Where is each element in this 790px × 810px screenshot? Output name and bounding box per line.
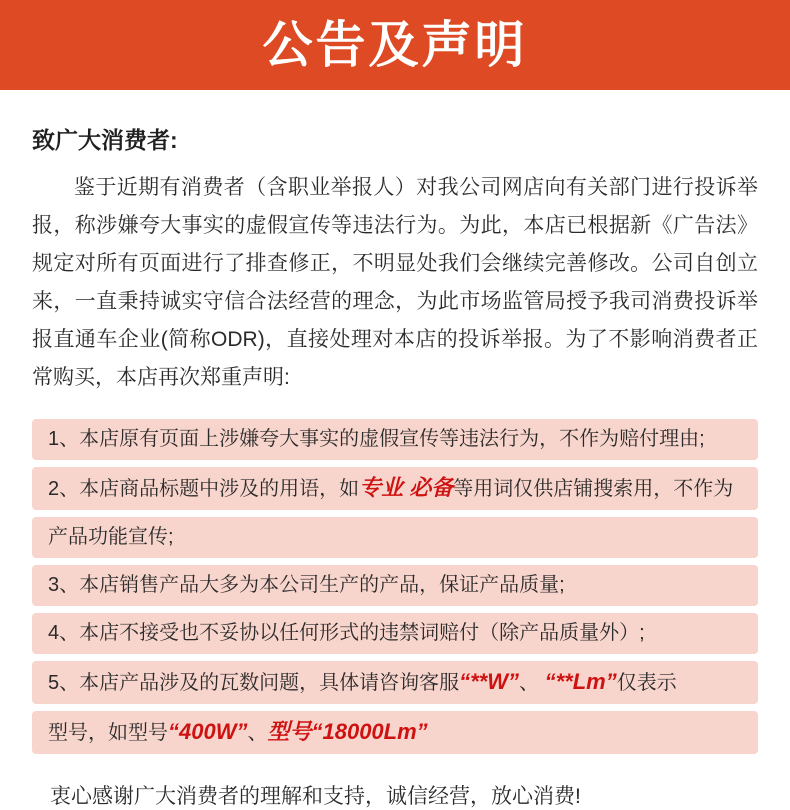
page-title: 公告及声明 [262, 17, 528, 73]
closing-line: 衷心感谢广大消费者的理解和支持，诚信经营，放心消费! [50, 785, 581, 808]
notice-item [32, 419, 758, 460]
greeting: 致广大消费者: [32, 127, 178, 153]
notice-text: 等用词仅供店铺搜索用，不作为 [453, 478, 734, 500]
notice-text: 2、本店商品标题中涉及的用语，如 [48, 478, 360, 500]
notice-item [32, 565, 758, 606]
notice-text: 仅表示 [616, 672, 677, 694]
notice-text: 5、本店产品涉及的瓦数问题，具体请咨询客服 [48, 672, 460, 694]
highlighted-term: 型号“18000Lm” [267, 719, 428, 744]
highlighted-term: “400W” [168, 719, 248, 744]
notice-item [32, 711, 758, 754]
intro-paragraph: 鉴于近期有消费者（含职业举报人）对我公司网店向有关部门进行投诉举报，称涉嫌夸大事实的虚假宣传等违法行为。为此，本店已根据新《广告法》规定对所有页面进行了排查修正，不明显处我们会继续完善修改。公司自创立来，一直秉持诚实守信合法经营的理念，为此市场监管局授予我司消费投诉举报直通车企业(简称ODR)，直接处理对本店的投诉举报。为了不影响消费者正常购买，本店再次郑重声明: [32, 176, 758, 389]
notice-text: 1、本店原有页面上涉嫌夸大事实的虚假宣传等违法行为，不作为赔付理由; [48, 428, 705, 450]
notice-item [32, 467, 758, 510]
highlighted-term: “**Lm” [544, 669, 617, 694]
notice-item [32, 613, 758, 654]
notice-text: 、 [519, 672, 545, 694]
highlighted-term: “**W” [459, 669, 520, 694]
content-area [0, 90, 790, 810]
highlighted-term: 专业 必备 [359, 475, 454, 500]
notice-text: 3、本店销售产品大多为本公司生产的产品，保证产品质量; [48, 574, 565, 596]
notice-item [32, 517, 758, 558]
notice-text: 4、本店不接受也不妥协以任何形式的违禁词赔付（除产品质量外）; [48, 622, 645, 644]
notice-list [32, 419, 758, 754]
notice-text: 、 [247, 722, 268, 744]
notice-item [32, 661, 758, 704]
header-banner [0, 0, 790, 90]
notice-text: 产品功能宣传; [48, 526, 174, 548]
notice-text: 型号，如型号 [48, 722, 168, 744]
